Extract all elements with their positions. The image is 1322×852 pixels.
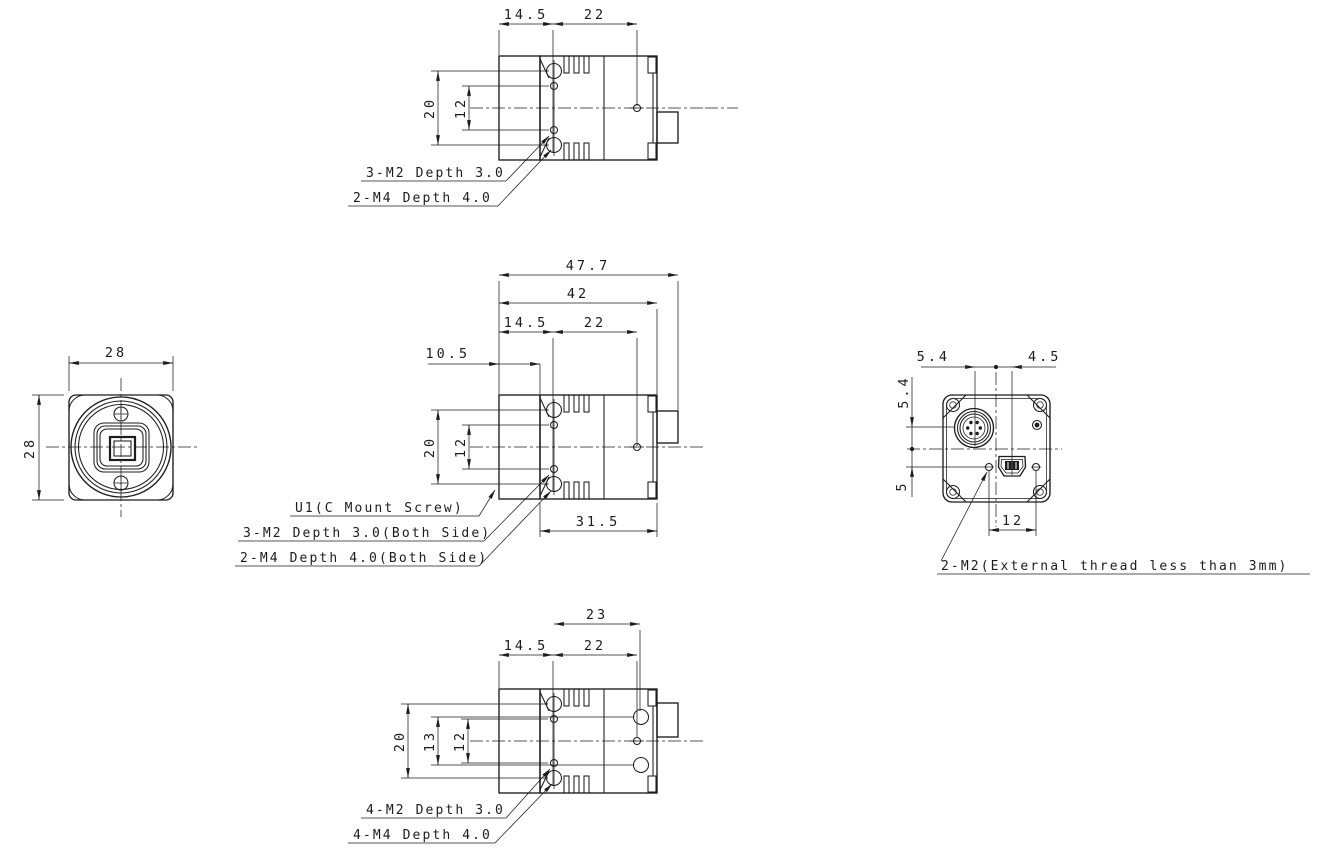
dim-12: 12 <box>453 435 469 459</box>
rear-view <box>894 349 1310 574</box>
dim-42: 42 <box>566 286 590 302</box>
dim-10-5: 10.5 <box>425 346 470 362</box>
led-indicator <box>1033 421 1042 430</box>
note-m2-rear: 2-M2(External thread less than 3mm) <box>941 559 1289 574</box>
m4-hole <box>634 758 649 773</box>
dim-20: 20 <box>422 435 438 459</box>
dim-4-5: 4.5 <box>1028 349 1062 365</box>
dim-14-5: 14.5 <box>503 315 549 331</box>
dim-height-28: 28 <box>22 436 38 460</box>
dim-14-5: 14.5 <box>503 7 549 23</box>
dim-5: 5 <box>894 480 910 492</box>
front-view <box>22 345 198 517</box>
dim-12-rear: 12 <box>1001 513 1025 529</box>
middle-side-view <box>235 258 706 566</box>
dim-14-5: 14.5 <box>503 638 549 654</box>
dim-5-4-vertical: 5.4 <box>896 375 912 409</box>
bottom-side-view <box>348 607 706 843</box>
dim-31-5: 31.5 <box>575 514 621 530</box>
dim-22: 22 <box>583 7 607 23</box>
note-m2-bottom: 4-M2 Depth 3.0 <box>366 803 505 818</box>
dim-23: 23 <box>585 607 609 623</box>
camera-body-rear <box>943 395 1050 502</box>
dim-20: 20 <box>422 96 438 120</box>
note-m2-side: 3-M2 Depth 3.0(Both Side) <box>243 526 492 541</box>
connector-stub <box>657 411 678 443</box>
m4-hole <box>634 710 649 725</box>
dim-20: 20 <box>392 729 408 753</box>
note-cmount: U1(C Mount Screw) <box>295 501 464 516</box>
note-m2-top: 3-M2 Depth 3.0 <box>366 166 505 181</box>
dim-22: 22 <box>583 638 607 654</box>
note-m4-top: 2-M4 Depth 4.0 <box>353 191 492 206</box>
dim-width-28: 28 <box>104 345 128 361</box>
note-m4-bottom: 4-M4 Depth 4.0 <box>353 828 492 843</box>
dim-47-7: 47.7 <box>565 258 611 274</box>
top-side-view <box>348 7 738 206</box>
connector-stub <box>657 703 678 737</box>
dim-12: 12 <box>452 729 468 753</box>
dim-5-4-horizontal: 5.4 <box>916 349 950 365</box>
dim-12: 12 <box>453 96 469 120</box>
dim-22: 22 <box>583 315 607 331</box>
note-m4-side: 2-M4 Depth 4.0(Both Side) <box>240 551 489 566</box>
dim-13: 13 <box>422 729 438 753</box>
connector-stub <box>657 112 678 143</box>
hirose-connector <box>955 409 994 448</box>
